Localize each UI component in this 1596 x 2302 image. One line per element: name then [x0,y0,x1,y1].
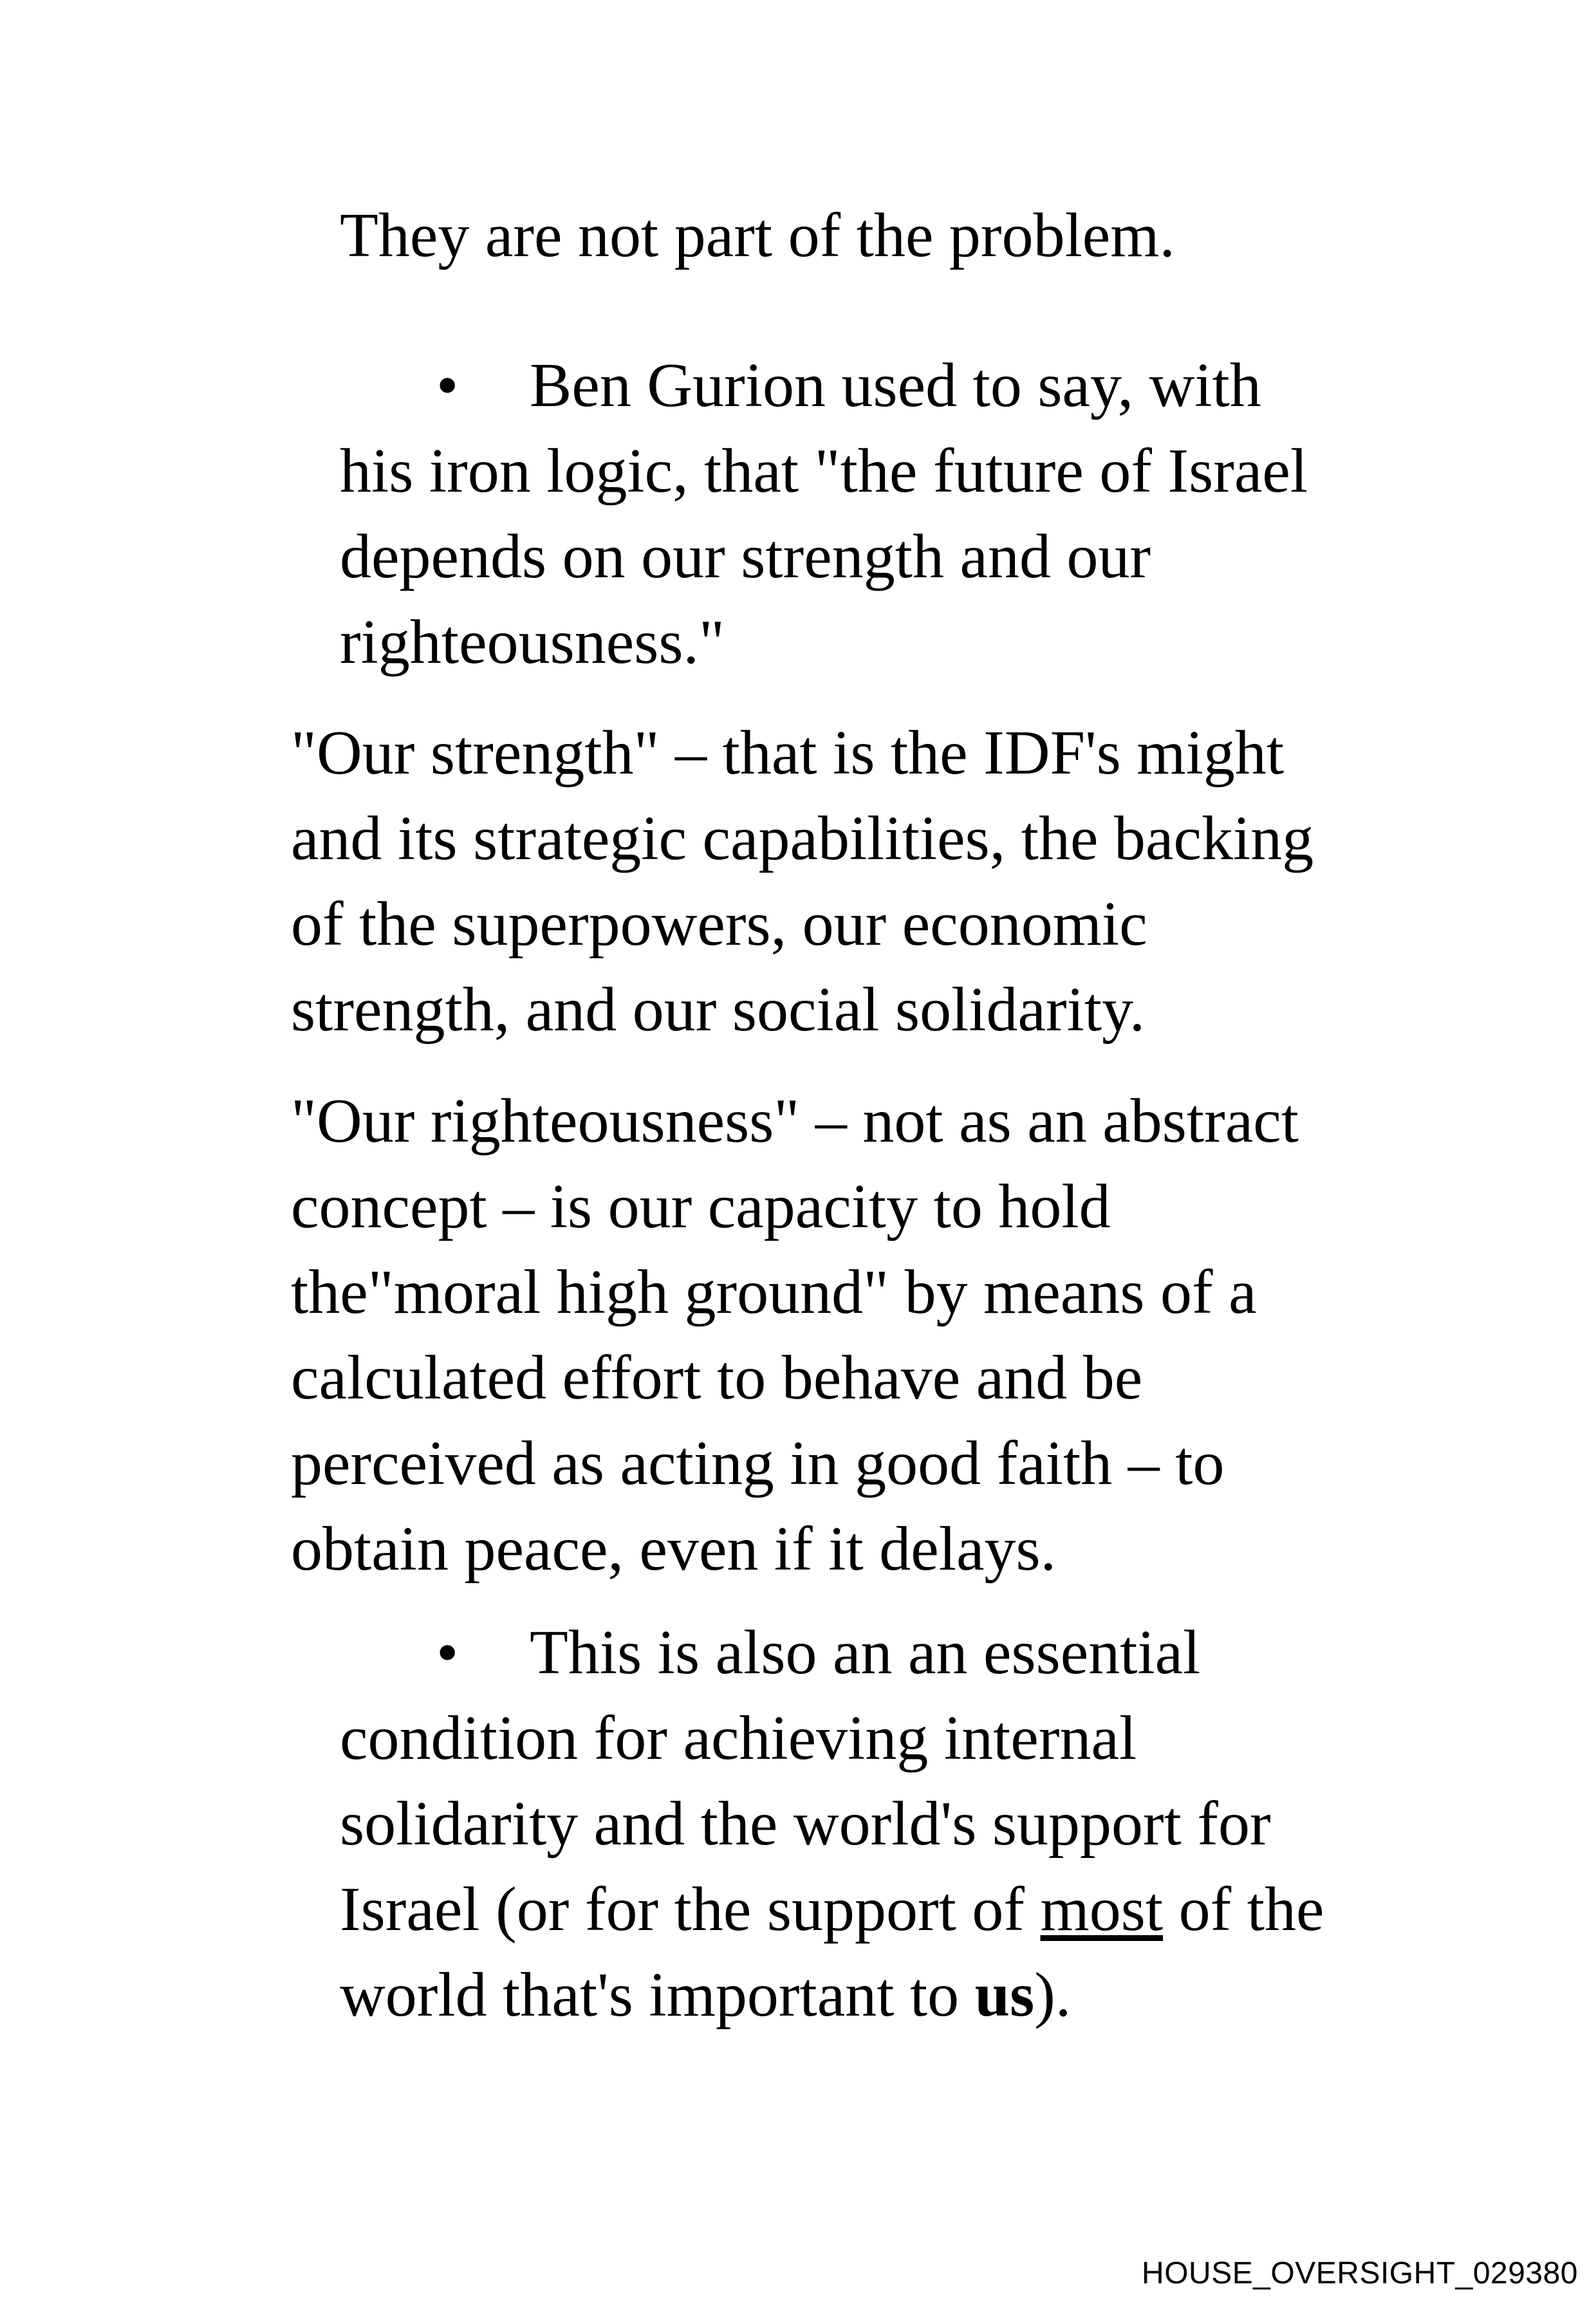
paragraph-our-righteousness: "Our righteousness" – not as an abstract concept – is our capacity to hold the"moral high ground" by means of a calculated effort to behave and be perceived as acting in good faith – to obtain peace, even if it delays. [291,1086,1299,1584]
bullet-continuation-text: his iron logic, that "the future of Israel depends on our strength and our righteousness." [340,436,1308,677]
bullet-lead-line [340,1610,1402,1696]
bullet-icon: • [436,351,459,420]
document-id-footer: HOUSE_OVERSIGHT_029380 [1142,2256,1578,2290]
bullet-icon: • [436,1618,459,1687]
underlined-word: most [1040,1875,1164,1944]
bold-word: us [974,1960,1035,2030]
paragraph-our-strength: "Our strength" – that is the IDF's might and its strategic capabilities, the backing of the superpowers, our economic strength, and our social solidarity. [291,718,1314,1044]
bullet-continuation-text [340,1696,1402,2038]
bullet-lead-text: This is also an an essential [530,1618,1201,1687]
continuation-segment-b: of the world that's important to [340,1875,1324,2030]
continuation-segment-c: ). [1034,1960,1072,2030]
paragraph-not-part-of-problem: They are not part of the problem. [340,201,1176,270]
bullet-lead-line [340,343,1402,429]
bullet-lead-text: Ben Gurion used to say, with [530,351,1261,420]
continuation-segment-a: condition for achieving internal solidarity and the world's support for Israel (or for the support of [340,1703,1271,1944]
bullet-item-ben-gurion [340,343,1402,685]
bullet-item-essential-condition [340,1610,1402,2038]
